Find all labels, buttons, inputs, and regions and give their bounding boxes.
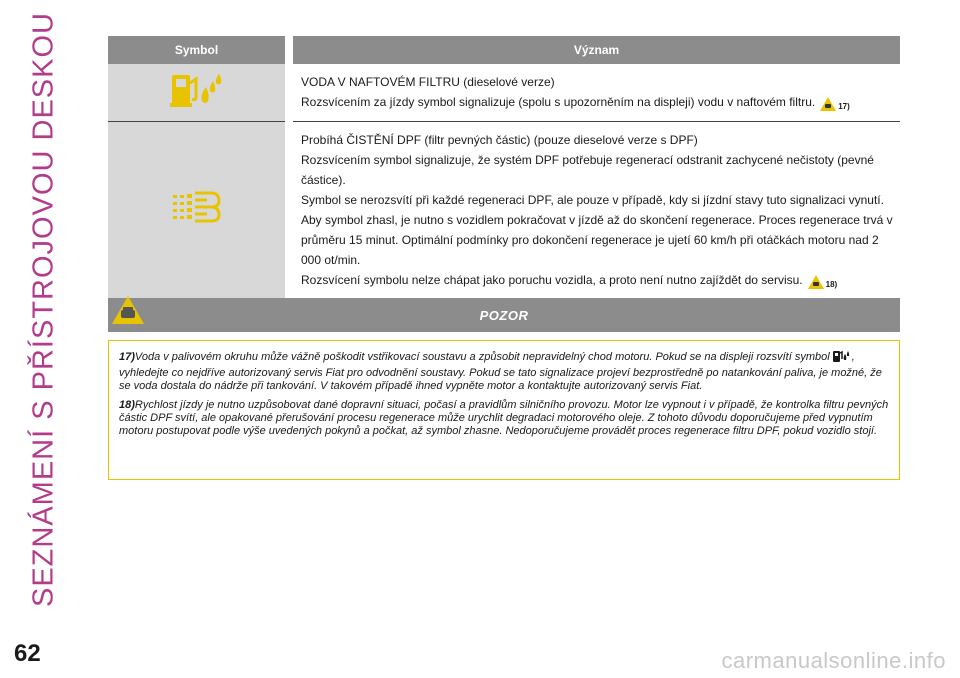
symbol-table <box>108 36 900 299</box>
table-header-row <box>108 36 900 64</box>
header-meaning: Význam <box>289 36 900 64</box>
table-row <box>108 121 900 298</box>
meaning-line: Rozsvícení symbolu nelze chápat jako poruchu vozidla, a proto není nutno zajíždět do servisu. 18) <box>301 272 838 289</box>
note-18: 18)Rychlost jízdy je nutno uzpůsobovat dané dopravní situaci, počasí a pravidlům silničního provozu. Motor lze vypnout i v případě, že kontrolka filtru pevných částic DPF svítí, ale opakované přerušování procesu regenerace může urychlit degradaci motorového oleje. Z tohoto důvodu doporučujeme před vypnutím motoru postupovat podle výše uvedených pokynů a počkat, až symbol zhasne. Nedoporučujeme provádět proces regenerace filtru DPF, pokud vozidlo stojí. <box>119 399 889 437</box>
warning-car-icon <box>110 294 146 331</box>
header-symbol: Symbol <box>108 36 289 64</box>
symbol-cell <box>108 121 289 298</box>
pozor-title: POZOR <box>479 307 529 323</box>
pozor-notes <box>108 340 900 480</box>
page-number: 62 <box>14 640 41 667</box>
table-row <box>108 64 900 121</box>
warning-ref[interactable]: 18) <box>807 274 838 290</box>
dpf-icon <box>171 212 223 229</box>
pozor-header <box>108 298 900 332</box>
warning-car-icon <box>807 274 825 290</box>
meaning-cell <box>289 64 900 121</box>
watermark: carmanualsonline.info <box>721 648 946 673</box>
side-chapter-title: SEZNÁMENÍ S PŘÍSTROJOVOU DESKOU <box>27 12 60 608</box>
meaning-line: Symbol se nerozsvítí při každé regeneraci DPF, ale pouze v případě, kdy si jízdní stavy tuto signalizaci vynutí. Aby symbol zhasl, je nutno s vozidlem pokračovat v jízdě až do skončení regenerace. Proces regenerace trvá v průměru 15 minut. Optimální podmínky pro dokončení regenerace je ujetí 60 km/h při otáčkách motoru nad 2 000 ot/min. <box>301 192 893 267</box>
warning-car-icon <box>819 96 837 112</box>
fuel-water-icon <box>832 349 850 367</box>
meaning-cell <box>289 121 900 298</box>
meaning-line: VODA V NAFTOVÉM FILTRU (dieselové verze) <box>301 75 555 89</box>
fuel-water-icon <box>170 96 224 113</box>
warning-ref[interactable]: 17) <box>819 96 850 112</box>
meaning-line: Rozsvícením symbol signalizuje, že systém DPF potřebuje regenerací odstranit zachycené nečistoty (pevné částice). <box>301 152 874 187</box>
note-17: 17)Voda v palivovém okruhu může vážně poškodit vstřikovací soustavu a způsobit nepravidelný chod motoru. Pokud se na displeji rozsvítí symbol , vyhledejte co nejdříve autorizovaný servis Fiat pro odvodnění soustavy. Pokud se tato signalizace projeví bezprostředně po natankování paliva, je možné, že se voda dostala do nádrže při tankování. V takovém případě ihned vypněte motor a kontaktujte autorizovaný servis Fiat. <box>119 351 882 392</box>
meaning-line: Rozsvícením za jízdy symbol signalizuje (spolu s upozorněním na displeji) vodu v naftovém filtru. 17) <box>301 95 850 111</box>
meaning-line: Probíhá ČISTĚNÍ DPF (filtr pevných částic) (pouze dieselové verze s DPF) <box>301 132 698 147</box>
symbol-cell <box>108 64 289 121</box>
